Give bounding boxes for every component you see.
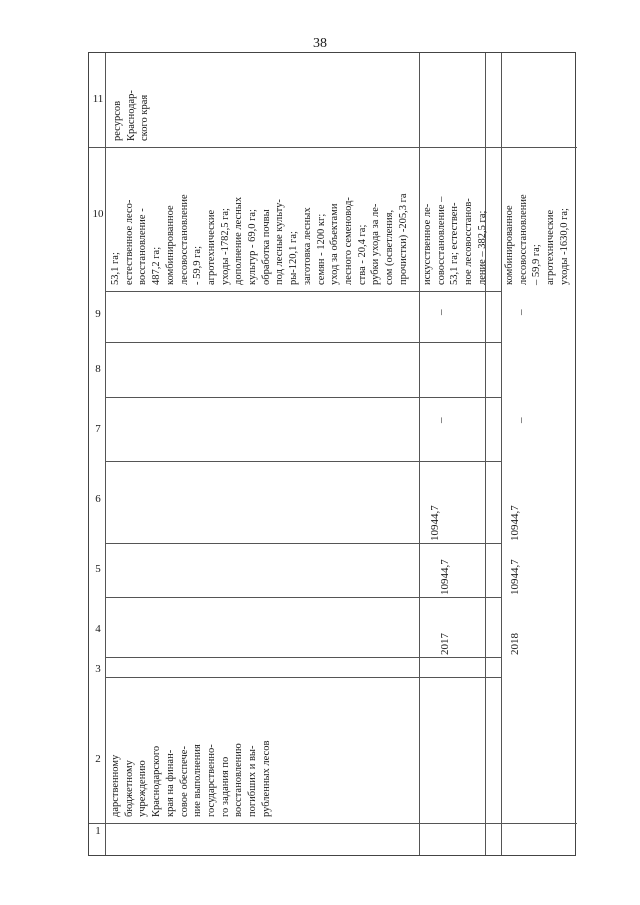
row-divider xyxy=(89,147,577,148)
row-divider xyxy=(105,397,501,398)
col-number: 9 xyxy=(95,308,101,320)
col10-2018-text: комбинированное лесовосстановление – 59,9 га; агротехнические уходы -1630,0 га; xyxy=(504,194,570,285)
value-2018-col9: – xyxy=(515,309,527,315)
col-number: 6 xyxy=(95,493,101,505)
col-divider xyxy=(501,53,502,855)
col-number: 11 xyxy=(92,93,104,105)
col-divider xyxy=(485,53,486,855)
landscape-table xyxy=(88,52,576,856)
col-number: 2 xyxy=(95,753,101,765)
row-divider xyxy=(89,823,577,824)
value-2018-col6: 10944,7 xyxy=(509,505,521,541)
col-number: 4 xyxy=(95,623,101,635)
row-divider xyxy=(105,461,501,462)
col-number: 3 xyxy=(95,663,101,675)
page-number: 38 xyxy=(313,36,327,51)
dash-2018-col8: – xyxy=(515,417,527,423)
value-2017-col5: 10944,7 xyxy=(439,559,451,595)
row-divider xyxy=(105,677,501,678)
year-2018: 2018 xyxy=(509,633,521,655)
col2-text: дарственному бюджетному учреждению Краснодарского края на финан- совое обеспече- ние выполнения государственно- го задания по восстановлению погибших и вы- рубленных лесов xyxy=(110,740,272,817)
value-2017-col6: 10944,7 xyxy=(429,505,441,541)
col-divider xyxy=(105,53,106,855)
row-divider xyxy=(105,342,501,343)
col-number: 8 xyxy=(95,363,101,375)
col-divider xyxy=(419,53,420,855)
value-2017-col9: – xyxy=(435,309,447,315)
row-divider xyxy=(105,597,501,598)
col10-2017-text: искусственное ле- совосстановление – 53,1 га; естествен- ное лесовосстанов- ление – 382,5 га; xyxy=(422,196,488,285)
col-number: 7 xyxy=(95,423,101,435)
row-divider xyxy=(105,657,501,658)
row-divider xyxy=(105,291,501,292)
dash-2017-col8: – xyxy=(435,417,447,423)
row-divider xyxy=(105,543,501,544)
year-2017: 2017 xyxy=(439,633,451,655)
col11-text: ресурсов Краснодар- ского края xyxy=(112,90,151,141)
col-number: 1 xyxy=(95,825,101,837)
col10-top-text: 53,1 га; естественное лесо- восстановление - 487,2 га; комбинированное лесовосстановление - 59,9 га; агротехнические уходы -1782,5 га; дополнение лесных культур - 69,0 га; обработка почвы под лесные культу- ры-120,1 га; заготовка лесных семян - 1200 кг; уход за объектами лесного семеновод- ства - 20,4 га; рубки ухода за ле- сом (осветления, прочистки) -205,3 га xyxy=(110,193,409,285)
col-number: 5 xyxy=(95,563,101,575)
value-2018-col5: 10944,7 xyxy=(509,559,521,595)
col-number: 10 xyxy=(92,208,104,220)
